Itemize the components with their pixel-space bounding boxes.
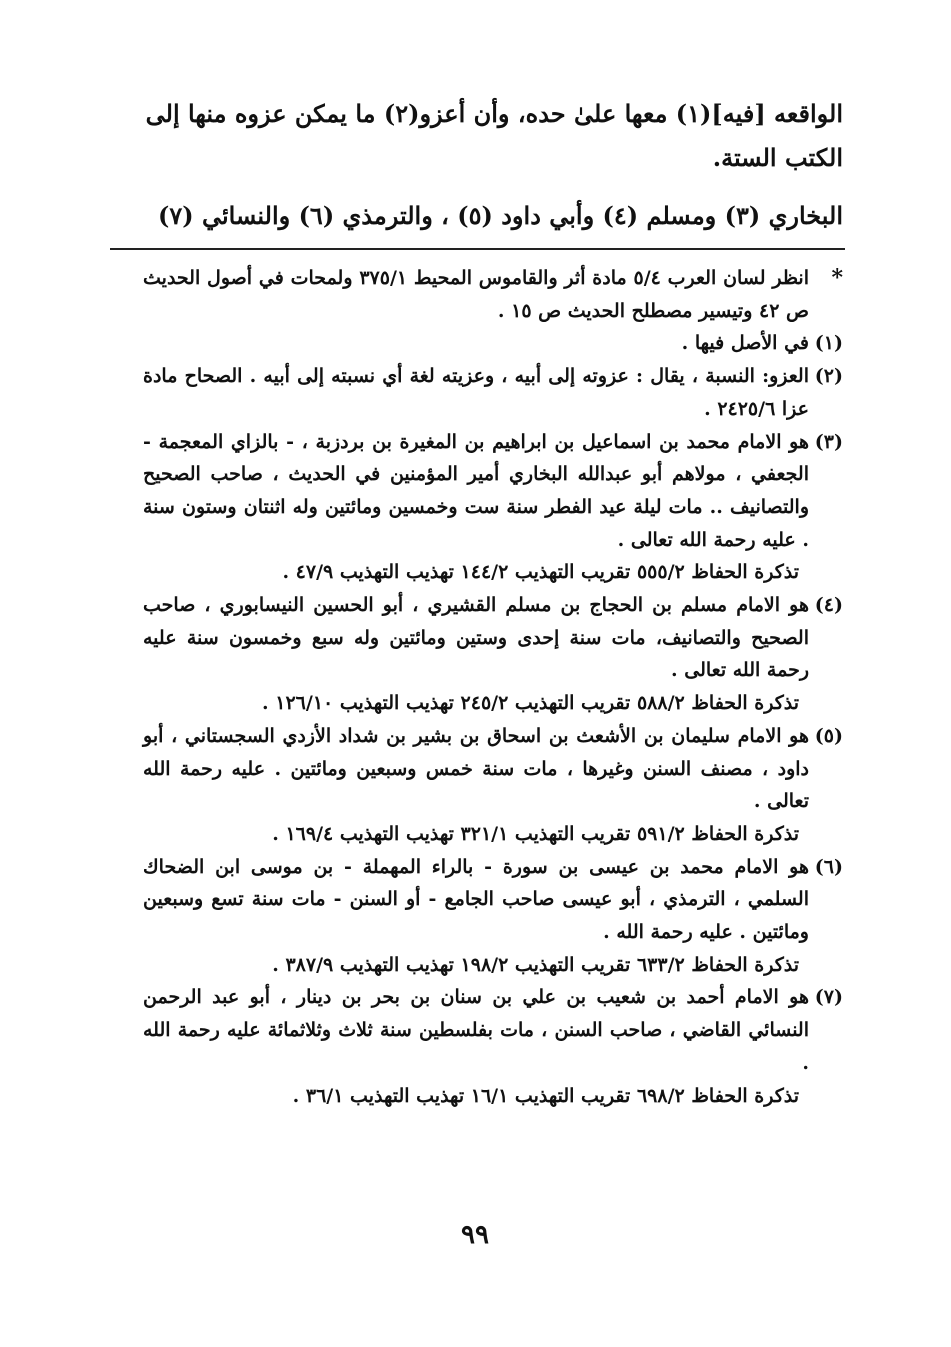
page-number: ٩٩ bbox=[461, 1220, 489, 1250]
footnote-7 bbox=[143, 981, 843, 1112]
footnote-5 bbox=[143, 720, 843, 851]
footnote-2 bbox=[143, 360, 843, 425]
footnote-3 bbox=[143, 426, 843, 590]
footnote-text: هو الامام مسلم بن الحجاج بن مسلم القشيري ، أبو الحسين النيسابوري ، صاحب الصحيح والتصانيف، مات سنة إحدى وستين ومائتين وله سبع وخمسون سنة عليه رحمة الله تعالى . bbox=[143, 594, 809, 682]
footnote-separator bbox=[110, 248, 845, 250]
footnote-reference: تذكرة الحفاظ ٥٨٨/٢ تقريب التهذيب ٢٤٥/٢ تهذيب التهذيب ١٢٦/١٠ . bbox=[262, 692, 799, 715]
footnote-marker: (١) bbox=[814, 332, 843, 355]
footnote-star bbox=[143, 262, 843, 327]
footnote-text: هو الامام سليمان بن الأشعث بن اسحاق بن بشير بن شداد الأزدي السجستاني ، أبو داود ، مصنف السنن وغيرها ، مات سنة خمس وسبعين ومائتين . عليه رحمة الله تعالى . bbox=[143, 724, 809, 813]
footnote-marker: * bbox=[831, 265, 843, 291]
footnote-text: في الأصل فيها . bbox=[681, 332, 809, 355]
footnote-1 bbox=[143, 327, 843, 360]
footnote-marker: (٢) bbox=[814, 365, 843, 388]
main-body-text bbox=[143, 92, 843, 180]
footnote-marker: (٣) bbox=[814, 430, 843, 453]
footnote-4 bbox=[143, 589, 843, 720]
authors-line: البخاري (٣) ومسلم (٤) وأبي داود (٥) ، والترمذي (٦) والنسائي (٧) bbox=[158, 201, 843, 230]
footnote-reference: تذكرة الحفاظ ٥٥٥/٢ تقريب التهذيب ١٤٤/٢ تهذيب التهذيب ٤٧/٩ . bbox=[282, 561, 799, 584]
footnote-reference: تذكرة الحفاظ ٦٩٨/٢ تقريب التهذيب ١٦/١ تهذيب التهذيب ٣٦/١ . bbox=[292, 1084, 799, 1107]
footnote-text: هو الامام محمد بن عيسى بن سورة - بالراء المهملة - بن موسى ابن الضحاك السلمي ، الترمذي ، أبو عيسى صاحب الجامع - أو السنن - مات سنة تسع وسبعين ومائتين . عليه رحمة الله . bbox=[143, 855, 809, 944]
footnote-marker: (٥) bbox=[814, 724, 843, 747]
footnote-text: هو الامام أحمد بن شعيب بن علي بن سنان بن بحر بن دينار ، أبو عبد الرحمن النسائي القاضي ، صاحب السنن ، مات بفلسطين سنة ثلاث وثلاثمائة عليه رحمة الله . bbox=[143, 986, 809, 1074]
footnote-reference: تذكرة الحفاظ ٥٩١/٢ تقريب التهذيب ٣٢١/١ تهذيب التهذيب ١٦٩/٤ . bbox=[272, 822, 799, 845]
footnote-text: انظر لسان العرب ٥/٤ مادة أثر والقاموس المحيط ٣٧٥/١ ولمحات في أصول الحديث ص ٤٢ وتيسير مصطلح الحديث ص ١٥ . bbox=[143, 267, 809, 322]
main-text-line-2: الكتب الستة. bbox=[712, 143, 843, 172]
footnote-reference: تذكرة الحفاظ ٦٣٣/٢ تقريب التهذيب ١٩٨/٢ تهذيب التهذيب ٣٨٧/٩ . bbox=[272, 953, 799, 976]
footnote-marker: (٤) bbox=[814, 594, 843, 617]
footnote-marker: (٦) bbox=[814, 855, 843, 878]
footnote-6 bbox=[143, 851, 843, 982]
footnote-text: العزو: النسبة ، يقال : عزوته إلى أبيه ، وعزيته لغة أي نسبته إلى أبيه . الصحاح مادة عزا ٢٤٢٥/٦ . bbox=[143, 365, 809, 420]
footnote-marker: (٧) bbox=[814, 986, 843, 1009]
footnote-text: هو الامام محمد بن اسماعيل بن ابراهيم بن المغيرة بن بردزبة ، - بالزاي المعجمة - الجعفي ، مولاهم أبو عبدالله البخاري أمير المؤمنين في الحديث ، صاحب الصحيح والتصانيف .. مات ليلة عيد الفطر سنة ست وخمسين ومائتين وله اثنتان وستون سنة . عليه رحمة الله تعالى . bbox=[143, 430, 809, 551]
main-text-line-1: الواقعه [فيه](١) معها علىٰ حده، وأن أعزو(٢) ما يمكن عزوه منها إلى bbox=[145, 99, 843, 128]
footnotes bbox=[143, 262, 843, 1112]
